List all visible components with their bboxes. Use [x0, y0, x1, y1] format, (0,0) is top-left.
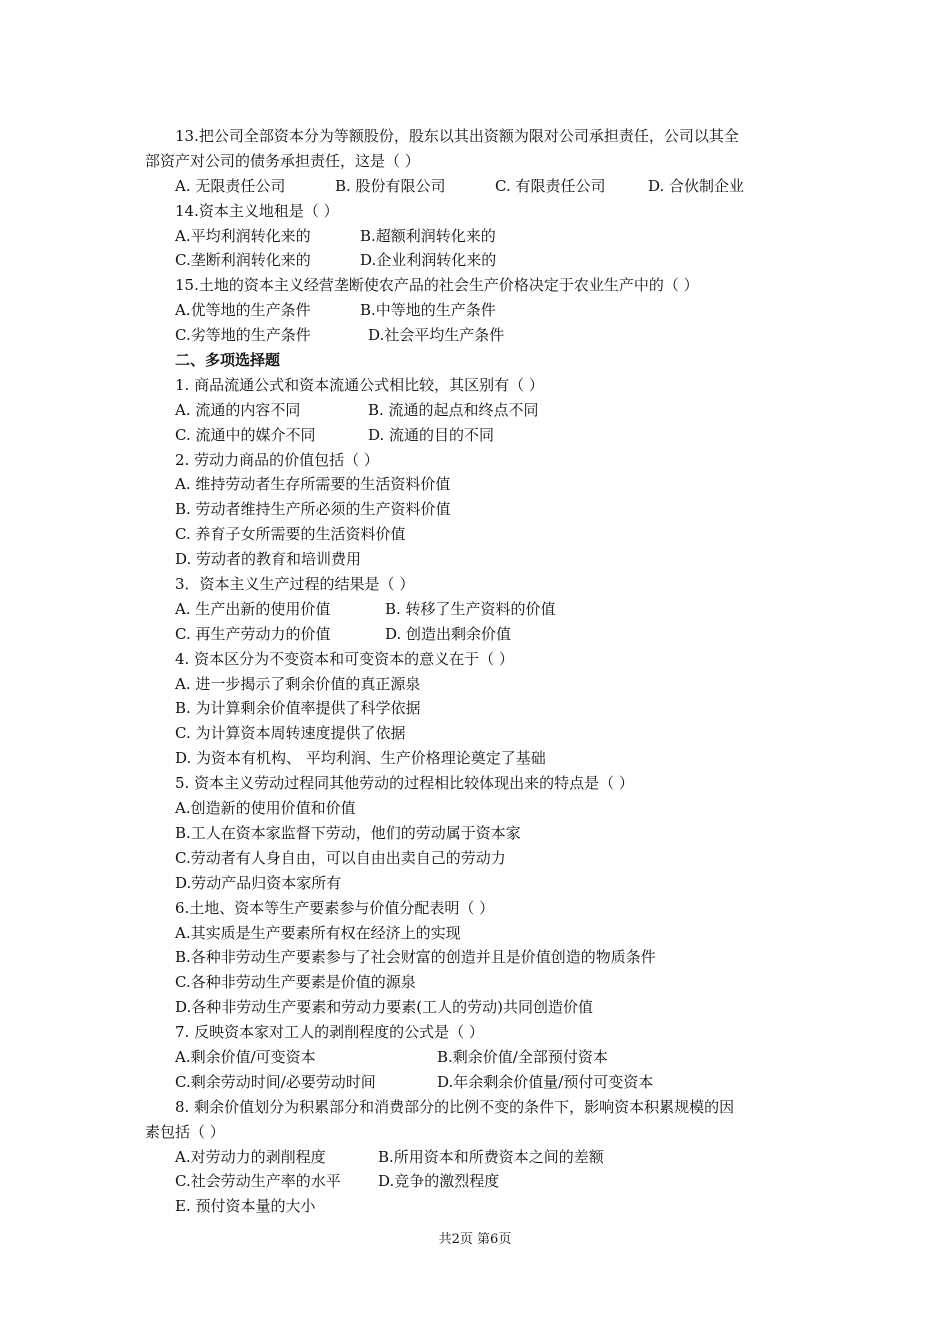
answer-option: C.各种非劳动生产要素是价值的源泉	[175, 973, 416, 992]
answer-option: B. 为计算剩余价值率提供了科学依据	[175, 699, 421, 718]
answer-option: B.中等地的生产条件	[360, 301, 496, 320]
answer-option: A.优等地的生产条件	[175, 301, 311, 320]
option-line	[0, 174, 950, 199]
option-line	[0, 871, 950, 896]
option-line	[0, 597, 950, 622]
answer-option: D. 为资本有机构、 平均利润、生产价格理论奠定了基础	[175, 749, 546, 768]
answer-option: D. 劳动者的教育和培训费用	[175, 550, 362, 569]
answer-option: B.剩余价值/全部预付资本	[437, 1047, 608, 1066]
answer-option: A.创造新的使用价值和价值	[175, 799, 356, 818]
answer-option: C. 流通中的媒介不同	[175, 425, 316, 444]
answer-option: D. 合伙制企业	[648, 176, 745, 195]
answer-option: B.各种非劳动生产要素参与了社会财富的创造并且是价值创造的物质条件	[175, 948, 656, 967]
answer-option: A.剩余价值/可变资本	[175, 1047, 316, 1066]
answer-option: A. 流通的内容不同	[175, 400, 301, 419]
answer-option: C.劣等地的生产条件	[175, 326, 311, 345]
option-line	[0, 1194, 950, 1219]
text-segment: 4. 资本区分为不变资本和可变资本的意义在于（ ）	[175, 649, 514, 668]
text-segment: 部资产对公司的债务承担责任，这是（ ）	[145, 151, 420, 170]
option-line	[0, 298, 950, 323]
answer-option: E. 预付资本量的大小	[175, 1197, 316, 1216]
section-heading	[0, 348, 950, 373]
answer-option: A. 生产出新的使用价值	[175, 599, 331, 618]
text-segment: 二、多项选择题	[175, 351, 281, 370]
text-segment: 2. 劳动力商品的价值包括（ ）	[175, 450, 379, 469]
text-segment: 14.资本主义地租是（ ）	[175, 201, 339, 220]
option-line	[0, 995, 950, 1020]
option-line	[0, 522, 950, 547]
answer-option: C. 再生产劳动力的价值	[175, 624, 331, 643]
answer-option: A.平均利润转化来的	[175, 226, 311, 245]
option-line	[0, 423, 950, 448]
question-line	[0, 199, 950, 224]
question-line	[0, 373, 950, 398]
answer-option: A.对劳动力的剥削程度	[175, 1147, 326, 1166]
option-line	[0, 846, 950, 871]
option-line	[0, 721, 950, 746]
question-line	[0, 1095, 950, 1120]
answer-option: D.各种非劳动生产要素和劳动力要素(工人的劳动)共同创造价值	[175, 998, 593, 1017]
answer-option: D.劳动产品归资本家所有	[175, 873, 342, 892]
text-segment: 6.土地、资本等生产要素参与价值分配表明（ ）	[175, 898, 495, 917]
option-line	[0, 497, 950, 522]
option-line	[0, 224, 950, 249]
answer-option: C. 为计算资本周转速度提供了依据	[175, 724, 406, 743]
text-segment: 3．资本主义生产过程的结果是（ ）	[175, 575, 415, 594]
answer-option: D.年余剩余价值量/预付可变资本	[437, 1072, 654, 1091]
answer-option: D.社会平均生产条件	[368, 326, 505, 345]
text-segment: 8. 剩余价值划分为积累部分和消费部分的比例不变的条件下，影响资本积累规模的因	[175, 1097, 735, 1116]
question-line	[0, 896, 950, 921]
option-line	[0, 821, 950, 846]
text-segment: 5. 资本主义劳动过程同其他劳动的过程相比较体现出来的特点是（ ）	[175, 774, 634, 793]
option-line	[0, 1045, 950, 1070]
option-line	[0, 672, 950, 697]
answer-option: B. 流通的起点和终点不同	[368, 400, 539, 419]
page-footer: 共2页 第6页	[438, 1232, 512, 1247]
question-line	[0, 572, 950, 597]
option-line	[0, 248, 950, 273]
answer-option: B. 转移了生产资料的价值	[385, 599, 556, 618]
question-line	[0, 1120, 950, 1145]
question-line	[0, 448, 950, 473]
question-line	[0, 1020, 950, 1045]
answer-option: A. 进一步揭示了剩余价值的真正源泉	[175, 674, 421, 693]
answer-option: A. 维持劳动者生存所需要的生活资料价值	[175, 475, 451, 494]
answer-option: D. 创造出剩余价值	[385, 624, 512, 643]
option-line	[0, 622, 950, 647]
answer-option: B.工人在资本家监督下劳动，他们的劳动属于资本家	[175, 823, 521, 842]
question-line	[0, 771, 950, 796]
question-line	[0, 647, 950, 672]
option-line	[0, 323, 950, 348]
option-line	[0, 1145, 950, 1170]
option-line	[0, 547, 950, 572]
answer-option: A.其实质是生产要素所有权在经济上的实现	[175, 923, 461, 942]
answer-option: B. 股份有限公司	[335, 176, 446, 195]
option-line	[0, 746, 950, 771]
option-line	[0, 1070, 950, 1095]
text-segment: 7. 反映资本家对工人的剥削程度的公式是（ ）	[175, 1023, 484, 1042]
answer-option: B.所用资本和所费资本之间的差额	[378, 1147, 604, 1166]
option-line	[0, 398, 950, 423]
answer-option: A. 无限责任公司	[175, 176, 286, 195]
text-segment: 15.土地的资本主义经营垄断使农产品的社会生产价格决定于农业生产中的（ ）	[175, 276, 699, 295]
option-line	[0, 945, 950, 970]
answer-option: D.企业利润转化来的	[360, 251, 497, 270]
option-line	[0, 1169, 950, 1194]
option-line	[0, 472, 950, 497]
answer-option: C.社会劳动生产率的水平	[175, 1172, 341, 1191]
option-line	[0, 921, 950, 946]
answer-option: C. 有限责任公司	[495, 176, 606, 195]
answer-option: D. 流通的目的不同	[368, 425, 495, 444]
answer-option: B. 劳动者维持生产所必须的生产资料价值	[175, 500, 451, 519]
question-line	[0, 273, 950, 298]
question-line	[0, 149, 950, 174]
answer-option: D.竞争的激烈程度	[378, 1172, 500, 1191]
option-line	[0, 796, 950, 821]
text-segment: 1. 商品流通公式和资本流通公式相比较，其区别有（ ）	[175, 375, 544, 394]
answer-option: C. 养育子女所需要的生活资料价值	[175, 525, 406, 544]
text-segment: 13.把公司全部资本分为等额股份，股东以其出资额为限对公司承担责任，公司以其全	[175, 127, 739, 145]
document-body	[0, 124, 950, 1219]
answer-option: C.劳动者有人身自由，可以自由出卖自己的劳动力	[175, 848, 506, 867]
answer-option: C.垄断利润转化来的	[175, 251, 311, 270]
option-line	[0, 970, 950, 995]
answer-option: C.剩余劳动时间/必要劳动时间	[175, 1072, 376, 1091]
answer-option: B.超额利润转化来的	[360, 226, 496, 245]
question-line	[0, 124, 950, 149]
option-line	[0, 696, 950, 721]
text-segment: 素包括（ ）	[145, 1122, 225, 1141]
